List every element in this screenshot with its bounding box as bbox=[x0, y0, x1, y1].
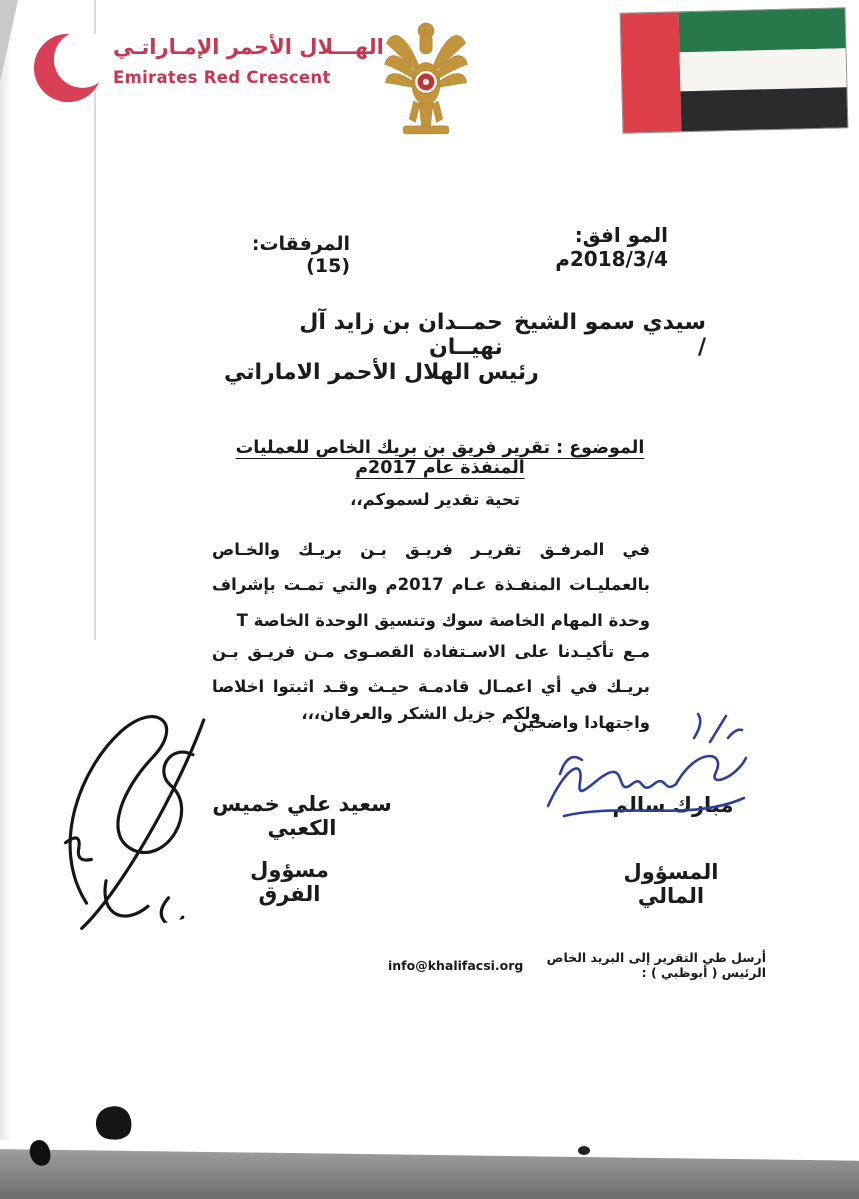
erc-logo bbox=[33, 22, 384, 110]
ink-blob-large bbox=[92, 1102, 135, 1144]
finance-officer-signature-icon bbox=[538, 708, 756, 840]
addressee-line bbox=[224, 310, 706, 360]
flag-white-stripe bbox=[680, 48, 847, 92]
org-name-arabic: الهـــلال الأحمر الإمـاراتـي bbox=[113, 35, 384, 59]
date-line: المو افق: 2018/3/4م bbox=[555, 223, 668, 271]
logo-text bbox=[113, 22, 384, 110]
subject-line: الموضوع : تقرير فريق بن بريك الخاص للعمليات المنفذة عام 2017م bbox=[235, 438, 645, 478]
footer-note-line bbox=[388, 950, 766, 980]
flag-horizontal-stripes bbox=[679, 8, 848, 131]
signer-title-finance: المسؤول المالي bbox=[623, 860, 719, 908]
scan-bottom-background bbox=[0, 1141, 859, 1199]
uae-falcon-emblem bbox=[382, 8, 470, 140]
addressee-name: حمــدان بن زايد آل نهيــان bbox=[299, 310, 503, 360]
body-paragraph-2: مـع تأكيـدنا على الاسـتفادة القصـوى مـن فريـق بـن بريـك في أي اعمـال قادمـة حيـث وقـد اثبتوا اخلاصا واجتهادا واضحين bbox=[212, 642, 650, 732]
footer-note: أرسل طي التقرير إلى البريد الخاص الرئيس ( أبوظبي ) : bbox=[546, 950, 766, 980]
ink-speck bbox=[578, 1146, 590, 1155]
signer-name-finance: مبارك سالم bbox=[612, 793, 734, 817]
red-crescent-icon bbox=[33, 22, 109, 110]
footer-email: info@khalifacsi.org bbox=[388, 957, 524, 973]
addressee-salutation: سيدي سمو الشيخ / bbox=[513, 310, 706, 360]
greeting-line: تحية تقدير لسموكم،، bbox=[350, 490, 520, 509]
attachments-line: المرفقات: (15) bbox=[251, 233, 350, 277]
signer-name-teams: سعيد علي خميس الكعبي bbox=[212, 792, 392, 840]
uae-falcon-icon bbox=[382, 8, 470, 140]
body-paragraph-1: في المرفـق تقريـر فريـق بـن بريـك والخـاص بالعمليـات المنفـذة عـام 2017م والتي تمـت بإشراف وحدة المهام الخاصة سوك وتنسيق الوحدة الخاصة T bbox=[212, 540, 650, 630]
flag-black-stripe bbox=[681, 88, 848, 132]
scan-left-edge-shadow bbox=[0, 0, 12, 1140]
closing-line: ولكم جزيل الشكر والعرفان،،، bbox=[301, 704, 541, 723]
uae-flag bbox=[620, 7, 849, 133]
flag-green-stripe bbox=[679, 8, 846, 52]
org-name-english: Emirates Red Crescent bbox=[113, 68, 331, 87]
flag-red-stripe bbox=[621, 12, 682, 132]
signer-title-teams: مسؤول الفرق bbox=[250, 858, 329, 906]
addressee-title: رئيس الهلال الأحمر الاماراتي bbox=[224, 360, 539, 385]
